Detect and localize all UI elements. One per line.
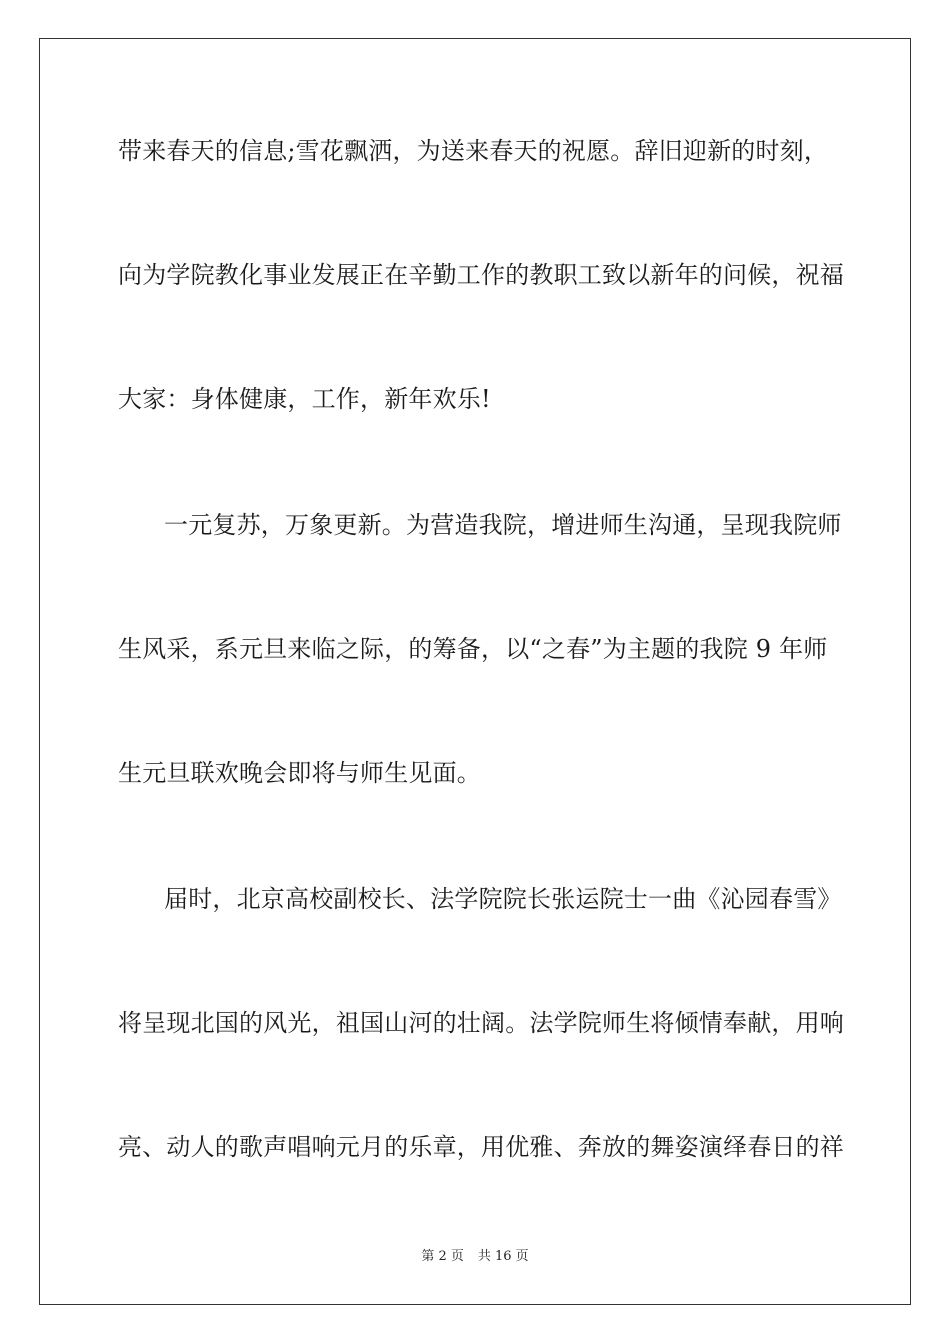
- page-total: 共 16 页: [477, 1249, 529, 1264]
- page-number: 第 2 页: [421, 1249, 464, 1264]
- text-line-2: 向为学院教化事业发展正在辛勤工作的教职工致以新年的问候，祝福: [118, 261, 844, 289]
- text-line-1: 带来春天的信息;雪花飘洒，为送来春天的祝愿。辞旧迎新的时刻，: [118, 137, 829, 165]
- text-line-8: 将呈现北国的风光，祖国山河的壮阔。法学院师生将倾情奉献，用响: [118, 1009, 844, 1037]
- text-line-9: 亮、动人的歌声唱响元月的乐章，用优雅、奔放的舞姿演绎春日的祥: [118, 1133, 844, 1161]
- text-line-7: 届时，北京高校副校长、法学院院长张运院士一曲《沁园春雪》: [164, 885, 842, 913]
- text-line-5: 生风采，系元旦来临之际，的筹备，以“之春”为主题的我院 9 年师: [118, 635, 828, 663]
- text-line-4: 一元复苏，万象更新。为营造我院，增进师生沟通，呈现我院师: [164, 511, 842, 539]
- page-footer: [0, 1248, 950, 1266]
- text-line-6: 生元旦联欢晚会即将与师生见面。: [118, 759, 481, 787]
- page-border: [39, 38, 911, 1305]
- text-line-3: 大家：身体健康，工作，新年欢乐!: [118, 385, 491, 413]
